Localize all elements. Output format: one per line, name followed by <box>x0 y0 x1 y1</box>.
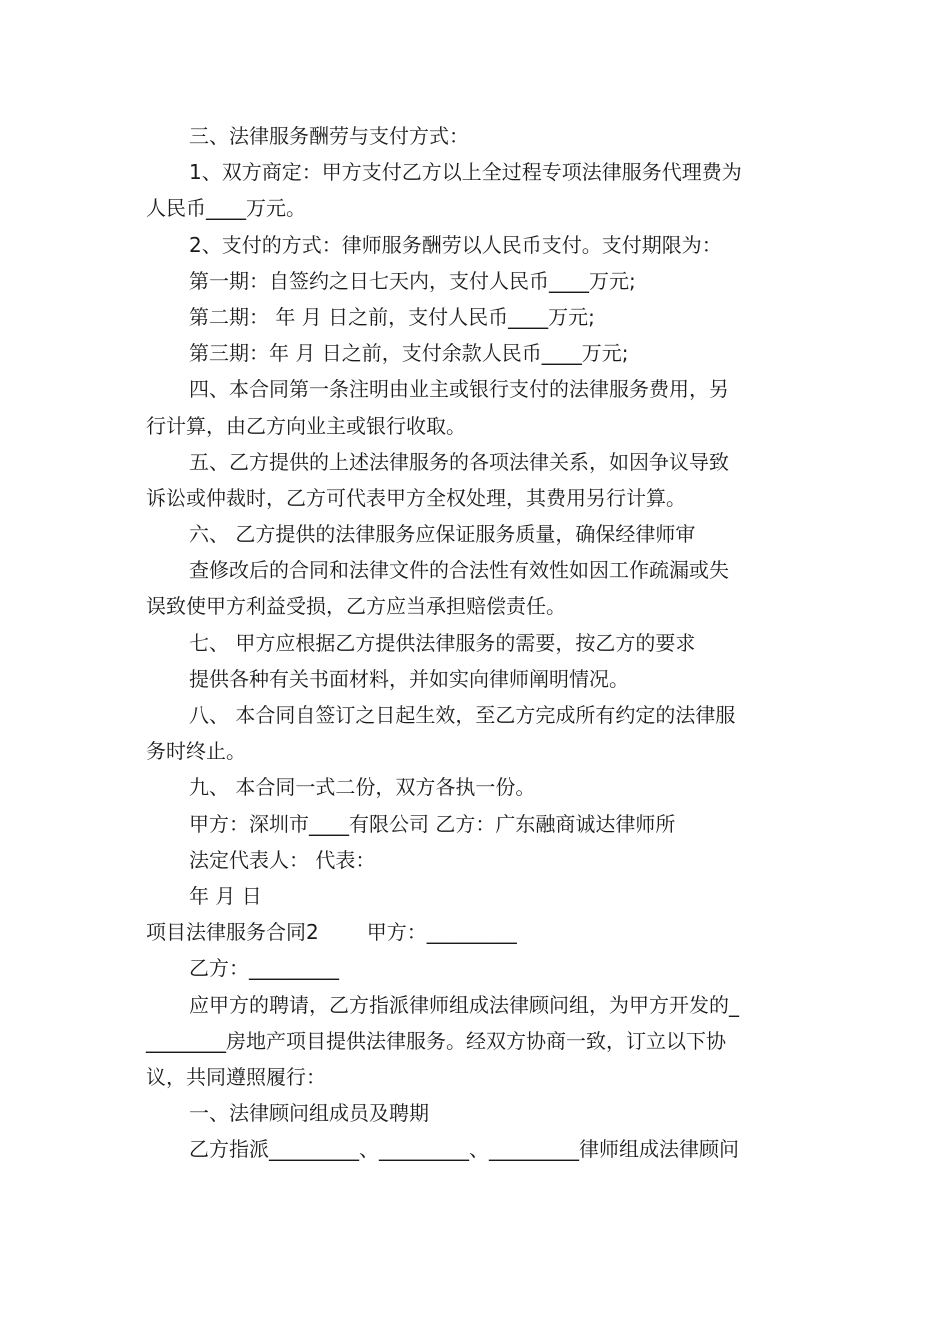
section-3-heading: 三、法律服务酬劳与支付方式： <box>189 124 469 148</box>
paragraph-line: 务时终止。 <box>146 739 246 764</box>
contract-2-title-line <box>146 914 810 950</box>
document-body <box>146 118 810 1167</box>
paragraph-line: ________房地产项目提供法律服务。经双方协商一致，订立以下协 <box>146 1028 726 1053</box>
signature-date: 年 月 日 <box>189 883 262 908</box>
signature-parties: 甲方：深圳市____有限公司 乙方：广东融商诚达律师所 <box>189 811 676 836</box>
paragraph-line: 误致使甲方利益受损，乙方应当承担赔偿责任。 <box>146 594 566 619</box>
paragraph-line: 1、双方商定：甲方支付乙方以上全过程专项法律服务代理费为 <box>189 160 742 185</box>
paragraph-line: 2、支付的方式：律师服务酬劳以人民币支付。支付期限为： <box>189 232 722 257</box>
paragraph-line: 议，共同遵照履行： <box>146 1064 326 1089</box>
payment-phase-2: 第二期： 年 月 日之前，支付人民币____万元; <box>189 304 595 329</box>
section-6-line: 六、 乙方提供的法律服务应保证服务质量，确保经律师审 <box>189 522 696 547</box>
contract-2-title: 项目法律服务合同2 <box>146 920 319 945</box>
section-9-line: 九、 本合同一式二份，双方各执一份。 <box>189 775 536 800</box>
payment-phase-3: 第三期：年 月 日之前，支付余款人民币____万元; <box>189 341 629 366</box>
paragraph-line: 行计算，由乙方向业主或银行收取。 <box>146 413 466 438</box>
section-7-line: 七、 甲方应根据乙方提供法律服务的需要，按乙方的要求 <box>189 630 696 655</box>
contract-2-party-b: 乙方：_________ <box>189 956 339 981</box>
section-4-line: 四、本合同第一条注明由业主或银行支付的法律服务费用，另 <box>189 377 729 402</box>
paragraph-line: 人民币____万元。 <box>146 196 306 221</box>
section-5-line: 五、乙方提供的上述法律服务的各项法律关系，如因争议导致 <box>189 449 729 474</box>
section-8-line: 八、 本合同自签订之日起生效，至乙方完成所有约定的法律服 <box>189 703 736 727</box>
signature-representatives: 法定代表人： 代表： <box>189 847 376 872</box>
payment-phase-1: 第一期：自签约之日七天内，支付人民币____万元; <box>189 268 636 293</box>
paragraph-line: 提供各种有关书面材料，并如实向律师阐明情况。 <box>189 666 629 691</box>
paragraph-line: 乙方指派_________、_________、_________律师组成法律顾问 <box>189 1137 739 1162</box>
paragraph-line: 应甲方的聘请，乙方指派律师组成法律顾问组，为甲方开发的_ <box>189 992 739 1017</box>
section-1-heading: 一、法律顾问组成员及聘期 <box>189 1101 429 1126</box>
contract-2-party-a: 甲方：_________ <box>366 920 517 945</box>
paragraph-line: 查修改后的合同和法律文件的合法性有效性如因工作疏漏或失 <box>189 558 729 583</box>
paragraph-line: 诉讼或仲裁时，乙方可代表甲方全权处理，其费用另行计算。 <box>146 485 686 510</box>
